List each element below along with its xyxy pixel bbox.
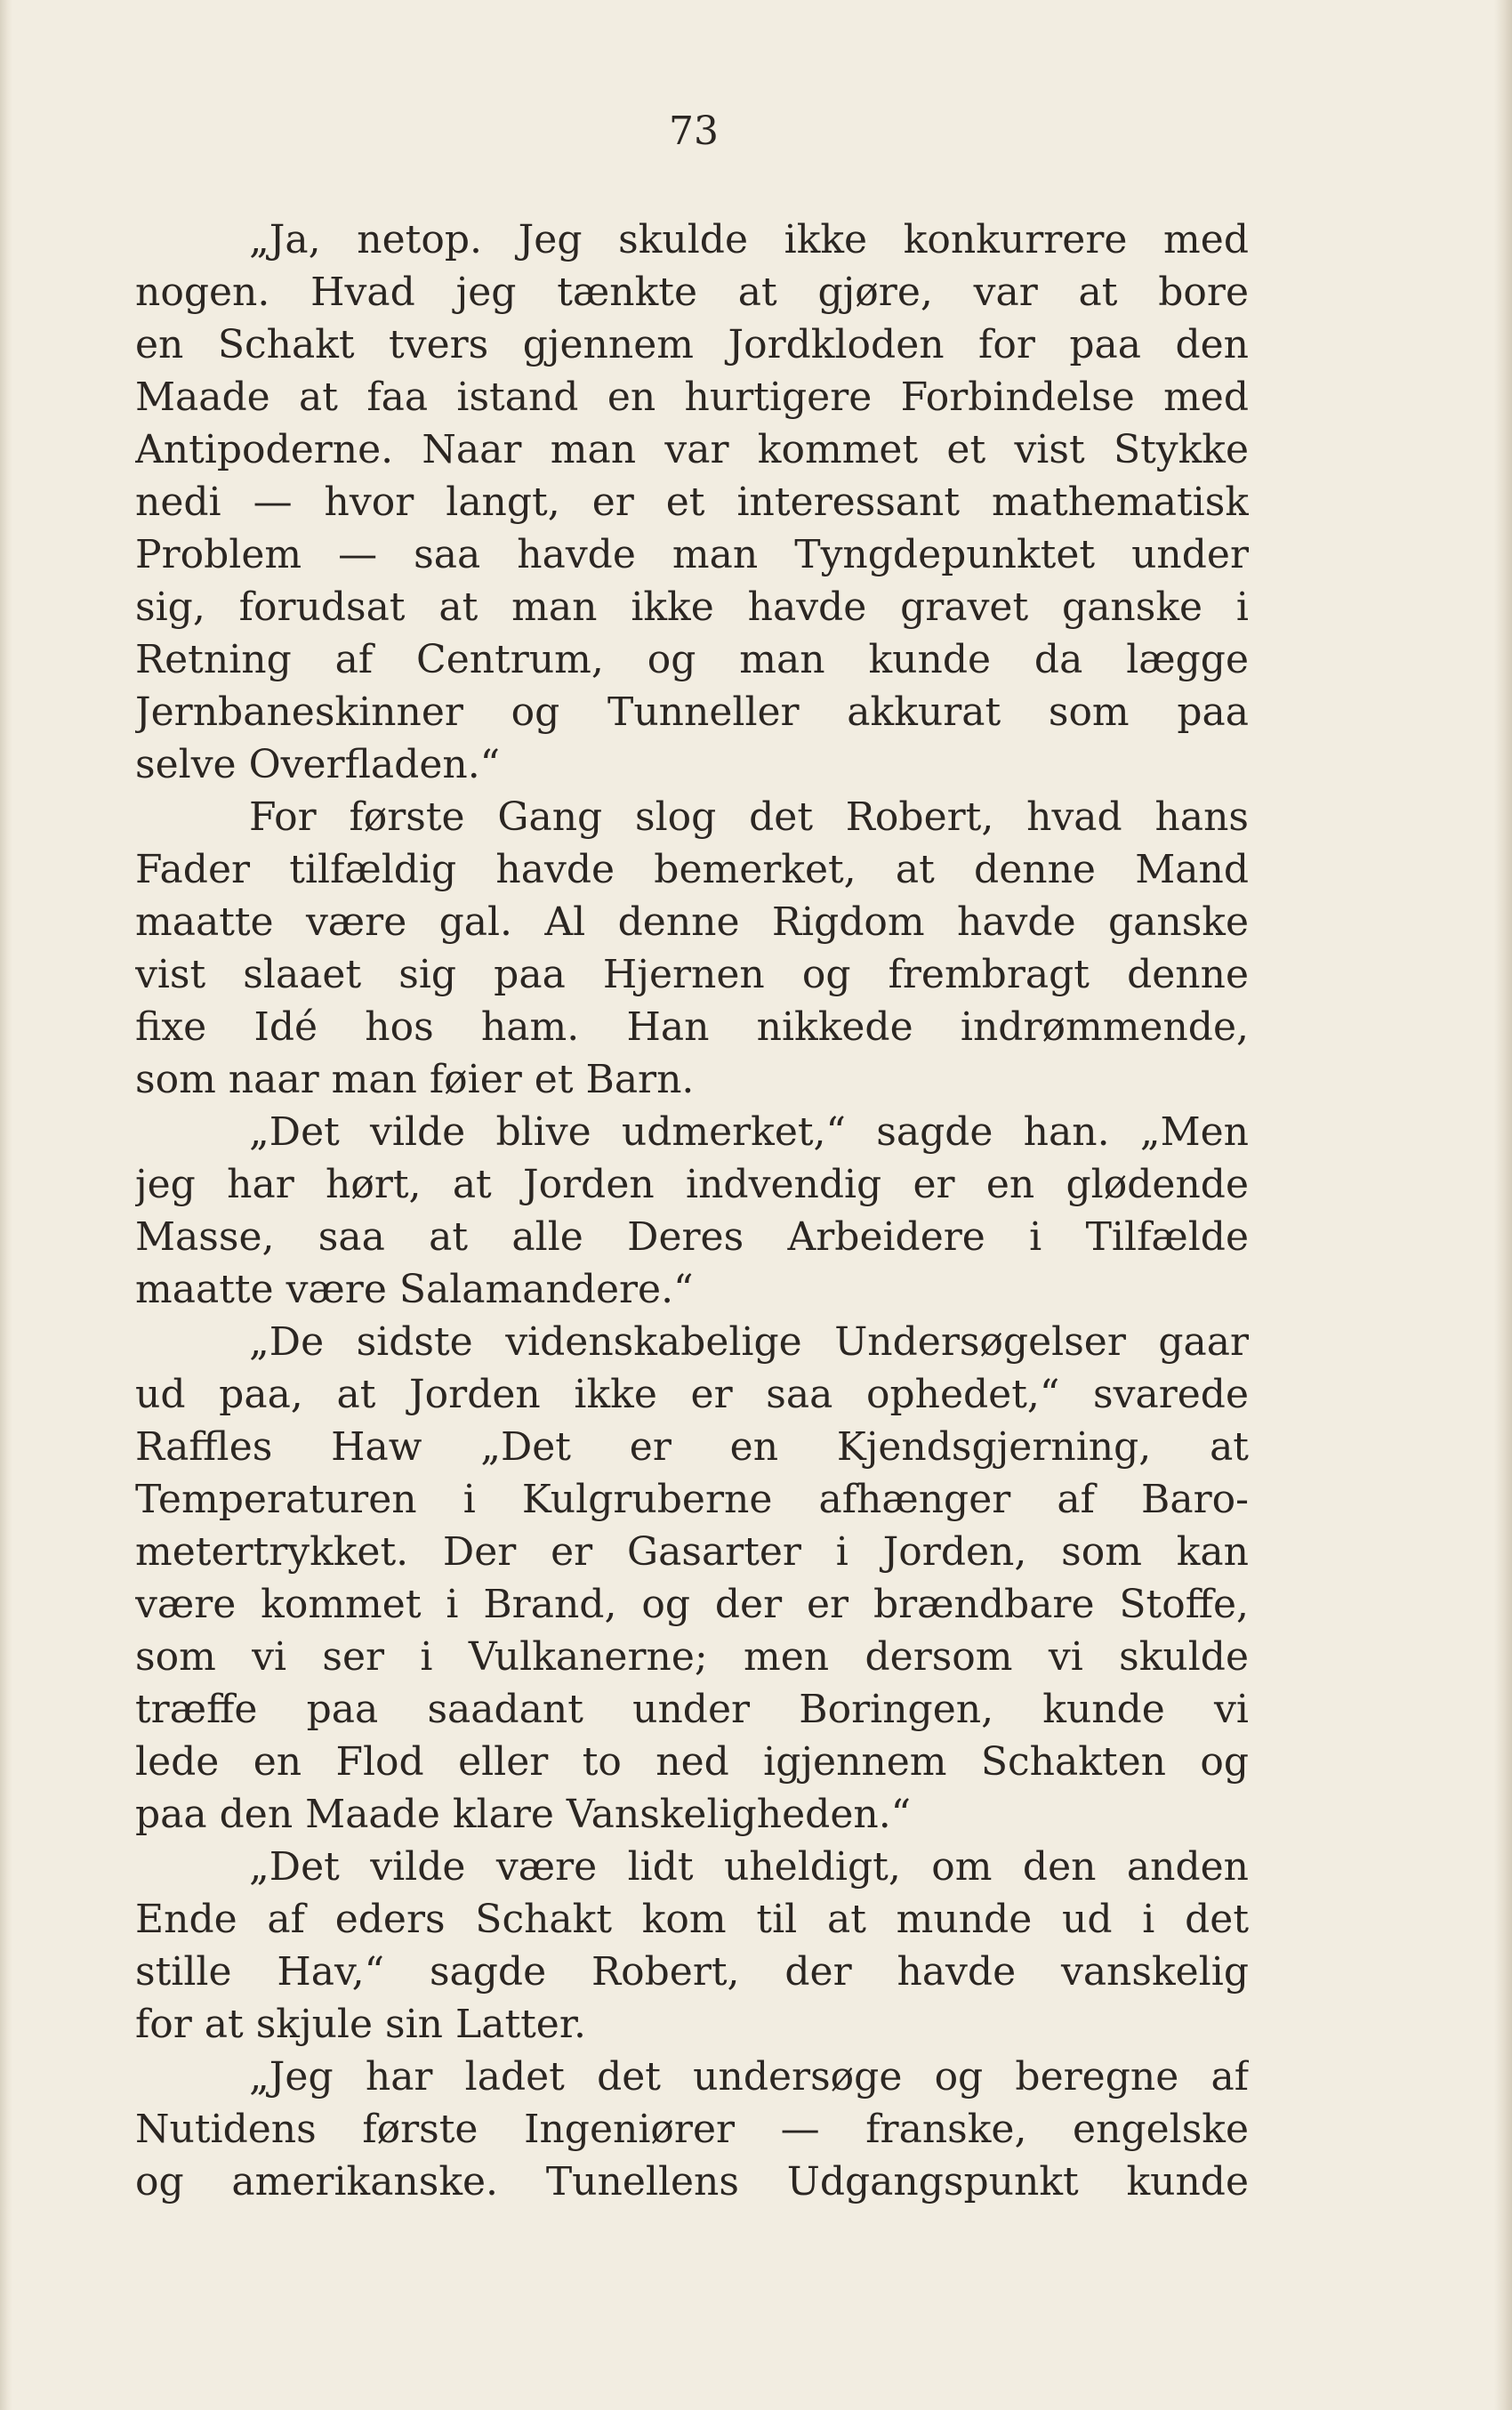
text-line: Problem — saa havde man Tyngdepunktet under [135,532,1249,577]
text-line: selve Overfladen.“ [135,742,501,787]
text-line: ud paa, at Jorden ikke er saa ophedet,“ svarede [135,1372,1249,1417]
text-line: som naar man føier et Barn. [135,1057,695,1102]
text-line: Jernbaneskinner og Tunneller akkurat som paa [135,689,1249,735]
text-line: Fader tilfældig havde bemerket, at denne Mand [135,847,1249,892]
text-line: Masse, saa at alle Deres Arbeidere i Tilfælde [135,1214,1249,1260]
text-line: metertrykket. Der er Gasarter i Jorden, som kan [135,1529,1249,1575]
text-line: lede en Flod eller to ned igjennem Schakten og [135,1739,1249,1785]
text-line: Antipoderne. Naar man var kommet et vist Stykke [135,427,1249,472]
text-line: være kommet i Brand, og der er brændbare Stoffe, [135,1582,1249,1627]
text-line: en Schakt tvers gjennem Jordkloden for paa den [135,322,1249,367]
text-line: maatte være gal. Al denne Rigdom havde ganske [135,899,1249,945]
text-line: nogen. Hvad jeg tænkte at gjøre, var at bore [135,270,1249,315]
text-line: paa den Maade klare Vanskeligheden.“ [135,1792,912,1837]
body-text [135,214,1249,2208]
text-line: for at skjule sin Latter. [135,2002,587,2047]
text-line: „De sidste videnskabelige Undersøgelser gaar [249,1319,1249,1365]
text-line: „Det vilde være lidt uheldigt, om den anden [249,1844,1249,1890]
page-number: 73 [669,109,719,154]
text-line: nedi — hvor langt, er et interessant mathematisk [135,480,1249,525]
text-line: Retning af Centrum, og man kunde da lægge [135,637,1249,682]
text-line: vist slaaet sig paa Hjernen og frembragt denne [135,952,1249,997]
text-line: træffe paa saadant under Boringen, kunde vi [135,1687,1249,1732]
text-line: „Jeg har ladet det undersøge og beregne af [249,2054,1249,2100]
text-line: fixe Idé hos ham. Han nikkede indrømmende, [135,1004,1249,1050]
text-line: jeg har hørt, at Jorden indvendig er en glødende [135,1162,1249,1207]
text-line: Raffles Haw „Det er en Kjendsgjerning, at [135,1424,1249,1470]
text-line: Ende af eders Schakt kom til at munde ud i det [135,1897,1249,1942]
text-line: „Ja, netop. Jeg skulde ikke konkurrere med [249,217,1249,262]
text-line: og amerikanske. Tunellens Udgangspunkt kunde [135,2159,1249,2204]
text-line: stille Hav,“ sagde Robert, der havde vanskelig [135,1949,1249,1995]
text-line: Temperaturen i Kulgruberne afhænger af Baro- [135,1477,1249,1522]
page-edge-left [0,0,12,2410]
text-line: For første Gang slog det Robert, hvad hans [249,794,1249,840]
text-line: „Det vilde blive udmerket,“ sagde han. „Men [249,1109,1249,1155]
text-line: maatte være Salamandere.“ [135,1267,694,1312]
text-line: sig, forudsat at man ikke havde gravet ganske i [135,584,1249,630]
text-line: som vi ser i Vulkanerne; men dersom vi skulde [135,1634,1249,1680]
page-edge-right [1494,0,1512,2410]
text-line: Nutidens første Ingeniører — franske, engelske [135,2107,1249,2152]
text-line: Maade at faa istand en hurtigere Forbindelse med [135,375,1249,420]
